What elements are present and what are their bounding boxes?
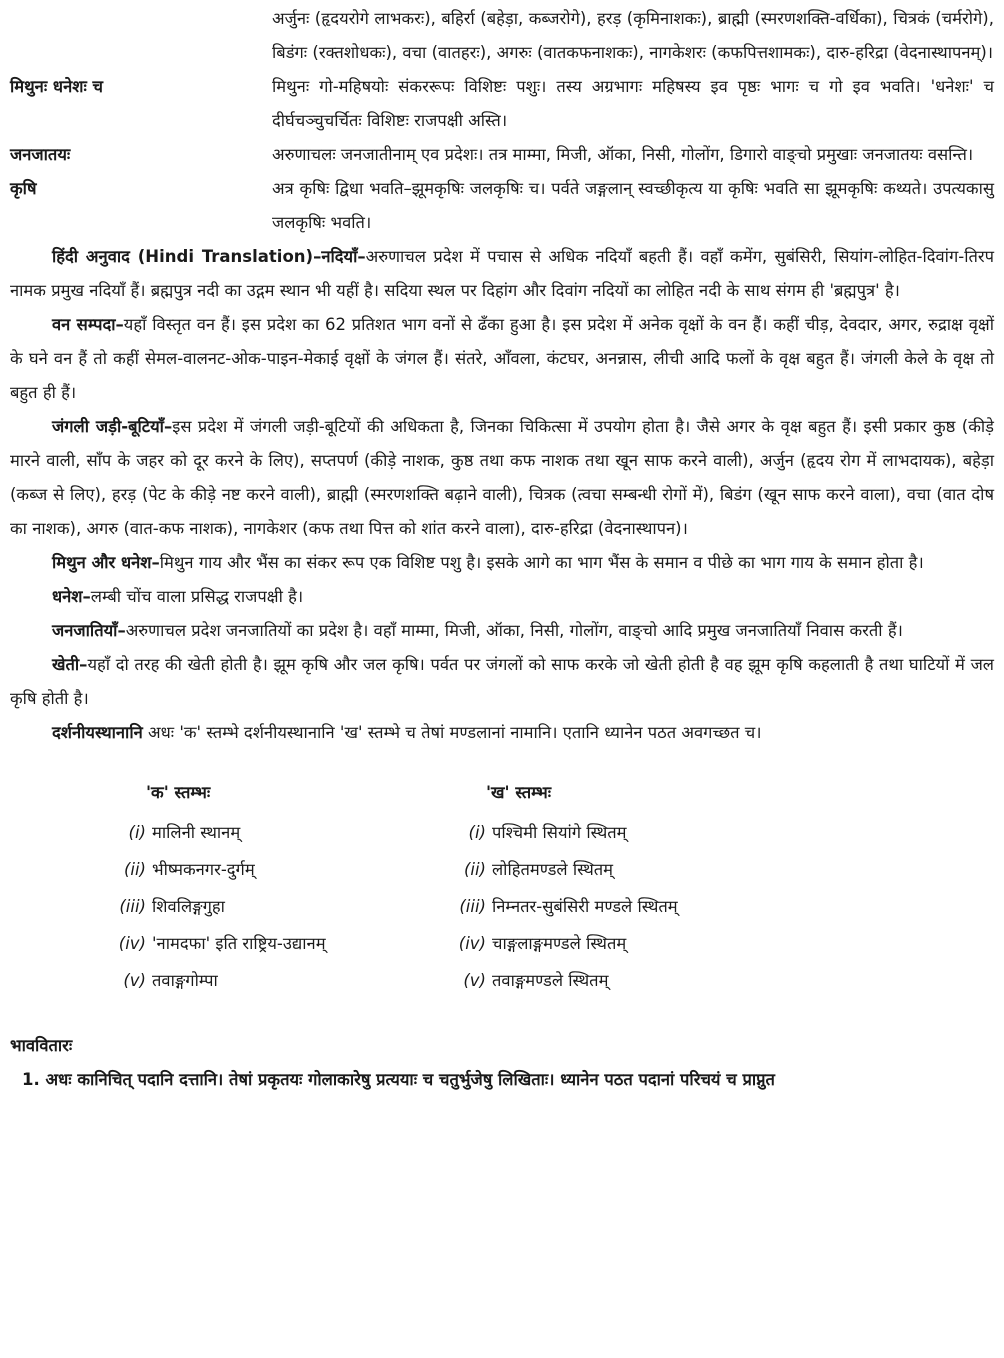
item-number: (v) bbox=[123, 971, 146, 990]
item-number: (i) bbox=[128, 823, 146, 842]
list-item bbox=[450, 814, 790, 851]
glossary-term: कृषि bbox=[10, 179, 37, 198]
paragraph bbox=[10, 240, 994, 308]
column-ka bbox=[110, 776, 450, 999]
item-number: (ii) bbox=[463, 860, 486, 879]
paragraph bbox=[10, 648, 994, 716]
item-text: तवाङ्गगोम्पा bbox=[152, 971, 218, 990]
glossary-row bbox=[10, 172, 994, 240]
paragraph-text: यहाँ दो तरह की खेती होती है। झूम कृषि और जल कृषि। पर्वत पर जंगलों को साफ करके जो खेती होती है वह झूम कृषि कहलाती है तथा घाटियों में जल कृषि होती है। bbox=[10, 655, 994, 708]
glossary-definition: मिथुनः गो-महिषयोः संकररूपः विशिष्टः पशुः। तस्य अग्रभागः महिषस्य इव पृष्ठः भागः च गो इव भवति। 'धनेशः' च दीर्घचञ्चुचर्चितः विशिष्टः राजपक्षी अस्ति। bbox=[272, 77, 994, 130]
paragraph-heading: खेती– bbox=[52, 655, 88, 674]
glossary-term bbox=[10, 2, 272, 70]
item-number: (iv) bbox=[118, 934, 146, 953]
column-heading: 'क' स्तम्भः bbox=[146, 783, 211, 802]
list-item bbox=[110, 925, 450, 962]
item-number: (ii) bbox=[123, 860, 146, 879]
exercise-item: 1. अधः कानिचित् पदानि दत्तानि। तेषां प्रकृतयः गोलाकारेषु प्रत्ययाः च चतुर्भुजेषु लिखिताः। ध्यानेन पठत पदानां परिचयं च प्राप्नुत bbox=[22, 1070, 775, 1089]
column-kha bbox=[450, 776, 790, 999]
item-text: मालिनी स्थानम् bbox=[152, 823, 241, 842]
paragraph-heading: हिंदी अनुवाद (Hindi Translation)–नदियाँ– bbox=[52, 247, 366, 266]
paragraph bbox=[10, 308, 994, 410]
paragraph-text: अरुणाचल प्रदेश में पचास से अधिक नदियाँ बहती हैं। वहाँ कमेंग, सुबंसिरी, सियांग-लोहित-दिवांग-तिरप नामक प्रमुख नदियाँ हैं। ब्रह्मपुत्र नदी का उद्गम स्थान भी यहीं है। सदिया स्थल पर दिहांग और दिवांग नदियों का लोहित नदी के साथ संगम ही 'ब्रह्मपुत्र' है। bbox=[10, 247, 994, 300]
list-item bbox=[110, 851, 450, 888]
list-item bbox=[110, 962, 450, 999]
paragraph-heading: धनेश– bbox=[52, 587, 91, 606]
list-item bbox=[110, 814, 450, 851]
item-text: तवाङ्गमण्डले स्थितम् bbox=[492, 971, 609, 990]
column-heading: 'ख' स्तम्भः bbox=[486, 783, 552, 802]
glossary-definition: अरुणाचलः जनजातीनाम् एव प्रदेशः। तत्र माम्मा, मिजी, ऑका, निसी, गोलोंग, डिगारो वाङ्चो प्रमुखाः जनजातयः वसन्ति। bbox=[272, 145, 974, 164]
list-item bbox=[450, 888, 790, 925]
glossary bbox=[10, 2, 994, 240]
list-item bbox=[110, 888, 450, 925]
item-text: शिवलिङ्गगुहा bbox=[152, 897, 225, 916]
section-heading: भाववितारः bbox=[10, 1036, 73, 1055]
list-item bbox=[450, 962, 790, 999]
paragraph bbox=[10, 716, 994, 750]
item-text: 'नामदफा' इति राष्ट्रिय-उद्यानम् bbox=[152, 934, 326, 953]
paragraph-text: लम्बी चोंच वाला प्रसिद्ध राजपक्षी है। bbox=[90, 587, 304, 606]
hindi-translation bbox=[10, 240, 994, 750]
paragraph-text: अधः 'क' स्तम्भे दर्शनीयस्थानानि 'ख' स्तम्भे च तेषां मण्डलानां नामानि। एतानि ध्यानेन पठत अवगच्छत च। bbox=[142, 723, 762, 742]
glossary-term: मिथुनः धनेशः च bbox=[10, 77, 103, 96]
list-item bbox=[450, 851, 790, 888]
glossary-term: जनजातयः bbox=[10, 145, 71, 164]
paragraph-heading: जनजातियाँ– bbox=[52, 621, 126, 640]
glossary-definition: अत्र कृषिः द्विधा भवति–झूमकृषिः जलकृषिः च। पर्वते जङ्गलान् स्वच्छीकृत्य या कृषिः भवति सा झूमकृषिः कथ्यते। उपत्यकासु जलकृषिः भवति। bbox=[272, 179, 994, 232]
glossary-row bbox=[10, 138, 994, 172]
item-number: (i) bbox=[468, 823, 486, 842]
paragraph-heading: जंगली जड़ी-बूटियाँ– bbox=[52, 417, 173, 436]
paragraph-text: मिथुन गाय और भैंस का संकर रूप एक विशिष्ट पशु है। इसके आगे का भाग भैंस के समान व पीछे का भाग गाय के समान होता है। bbox=[159, 553, 924, 572]
paragraph bbox=[10, 546, 994, 580]
item-number: (iii) bbox=[459, 897, 486, 916]
glossary-row bbox=[10, 70, 994, 138]
paragraph bbox=[10, 410, 994, 546]
paragraph-heading: वन सम्पदा– bbox=[52, 315, 124, 334]
paragraph-text: अरुणाचल प्रदेश जनजातियों का प्रदेश है। वहाँ माम्मा, मिजी, ऑका, निसी, गोलोंग, वाङ्चो आदि प्रमुख जनजातियाँ निवास करती हैं। bbox=[125, 621, 903, 640]
paragraph bbox=[10, 614, 994, 648]
item-text: पश्चिमी सियांगे स्थितम् bbox=[492, 823, 627, 842]
paragraph-heading: मिथुन और धनेश– bbox=[52, 553, 160, 572]
item-text: निम्नतर-सुबंसिरी मण्डले स्थितम् bbox=[492, 897, 678, 916]
item-text: चाङ्गलाङ्गमण्डले स्थितम् bbox=[492, 934, 627, 953]
list-item bbox=[450, 925, 790, 962]
item-text: भीष्मकनगर-दुर्गम् bbox=[152, 860, 255, 879]
paragraph-text: इस प्रदेश में जंगली जड़ी-बूटियों की अधिकता है, जिनका चिकित्सा में उपयोग होता है। जैसे अगर के वृक्ष बहुत हैं। इसी प्रकार कुष्ठ (कीड़े मारने वाली, साँप के जहर को दूर करने के लिए), सप्तपर्ण (कीड़े नाशक, कुष्ठ तथा कफ नाशक तथा खून साफ करने वाली), अर्जुन (हृदय रोग में लाभदायक), बहेड़ा (कब्ज से लिए), हरड़ (पेट के कीड़े नष्ट करने वाली), ब्राह्मी (स्मरणशक्ति बढ़ाने वाली), चित्रक (त्वचा सम्बन्धी रोगों में), बिडंग (खून साफ करने वाला), वचा (वात दोष का नाशक), अगरु (वात-कफ नाशक), नागकेशर (कफ तथा पित्त को शांत करने वाला), दारु-हरिद्रा (वेदनास्थापन)। bbox=[10, 417, 994, 538]
item-number: (iii) bbox=[119, 897, 146, 916]
paragraph-text: यहाँ विस्तृत वन हैं। इस प्रदेश का 62 प्रतिशत भाग वनों से ढँका हुआ है। इस प्रदेश में अनेक वृक्षों के वन हैं। कहीं चीड़, देवदार, अगर, रुद्राक्ष वृक्षों के घने वन हैं तो कहीं सेमल-वालनट-ओक-पाइन-मेकाई वृक्षों के जंगल हैं। संतरे, आँवला, कंटघर, अनन्नास, लीची आदि फलों के वृक्ष बहुत हैं। जंगली केले के वृक्ष तो बहुत ही हैं। bbox=[10, 315, 994, 402]
glossary-row bbox=[10, 2, 994, 70]
paragraph bbox=[10, 580, 994, 614]
item-text: लोहितमण्डले स्थितम् bbox=[492, 860, 614, 879]
glossary-definition: अर्जुनः (हृदयरोगे लाभकरः), बहिर्रा (बहेड़ा, कब्जरोगे), हरड़ (कृमिनाशकः), ब्राह्मी (स्मरणशक्ति-वर्धिका), चित्रकं (चर्मरोगे), बिडंगः (रक्तशोधकः), वचा (वातहरः), अगरुः (वातकफनाशकः), नागकेशरः (कफपित्तशामकः), दारु-हरिद्रा (वेदनास्थापनम्)। bbox=[272, 9, 994, 62]
paragraph-heading: दर्शनीयस्थानानि bbox=[52, 723, 143, 742]
item-number: (v) bbox=[463, 971, 486, 990]
item-number: (iv) bbox=[458, 934, 486, 953]
matching-columns bbox=[10, 776, 994, 999]
